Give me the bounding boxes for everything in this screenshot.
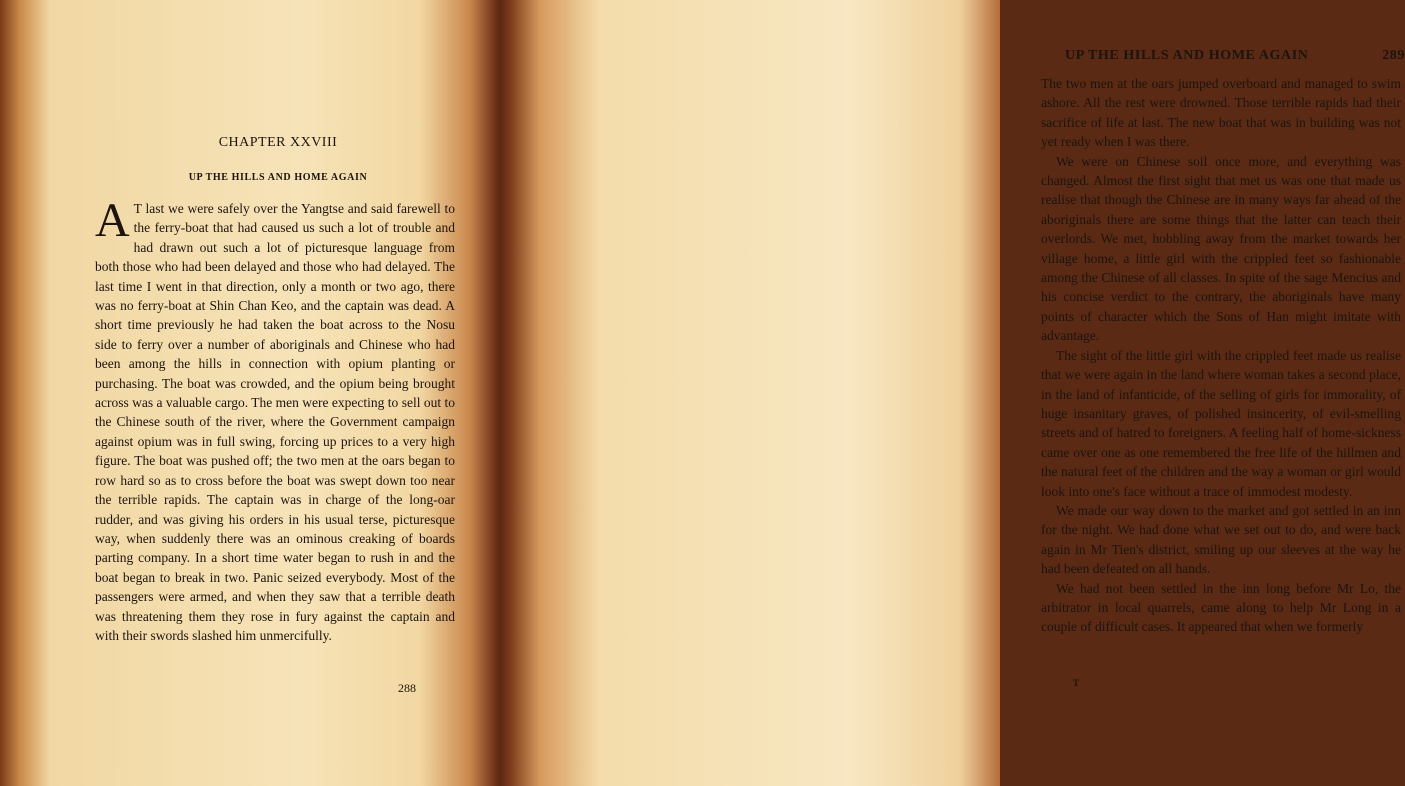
drop-cap: A	[95, 194, 130, 247]
paragraph: We made our way down to the market and got settled in an inn for the night. We had done what we set out to do, and were back again in Mr Tien's district, smiling up our sleeves at the way he had been defeated on all hands.	[1041, 502, 1401, 577]
right-page	[500, 0, 1405, 786]
paragraph: We had not been settled in the inn long before Mr Lo, the arbitrator in local quarrels, came along to help Mr Long in a couple of difficult cases. It appeared that when we formerly	[1041, 580, 1401, 635]
paragraph: We were on Chinese soil once more, and everything was changed. Almost the first sight that met us was one that made us realise that though the Chinese are in many ways far ahead of the aboriginals there are some things that the latter can teach their overlords. We met, hobbling away from the market towards her village home, a little girl with the crippled feet so fashionable among the Chinese of all classes. In spite of the sage Mencius and his concise verdict to the contrary, the aboriginals have many points of character which the Sons of Han might imitate with advantage.	[1041, 153, 1401, 344]
right-page-number: 289	[1382, 48, 1405, 63]
paragraph: The sight of the little girl with the crippled feet made us realise that we were again in the land where woman takes a second place, in the land of infanticide, of the selling of girls for immorality, of huge insanitary graves, of polished insincerity, of evil-smelling streets and of hatred to foreigners. A feeling half of home-sickness came over one as one remembered the free life of the hillmen and the natural feet of the children and the way a woman or girl would look into one's face without a trace of immodest modesty.	[1041, 347, 1401, 499]
running-head-title: UP THE HILLS AND HOME AGAIN	[1065, 48, 1309, 63]
chapter-subtitle: UP THE HILLS AND HOME AGAIN	[188, 172, 368, 183]
right-body-text	[1041, 74, 1401, 637]
signature-mark: T	[1073, 678, 1080, 688]
left-paragraph: T last we were safely over the Yangtse and said farewell to the ferry-boat that had caused us such a lot of trouble and had drawn out such a lot of picturesque language from both those who had been delayed and those who had delayed. The last time I went in that direction, only a month or two ago, there was no ferry-boat at Shin Chan Keo, and the captain was dead. A short time previously he had taken the boat across to the Nosu side to ferry over a number of aboriginals and Chinese who had been among the hills in connection with opium planting or purchasing. The boat was crowded, and the opium being brought across was a valuable cargo. The men were expecting to sell out to the Chinese south of the river, where the Government campaign against opium was in full swing, forcing up prices to a very high figure. The boat was pushed off; the two men at the oars began to row hard so as to cross before the boat was swept down too near the terrible rapids. The captain was in charge of the long-oar rudder, and was giving his orders in his usual terse, picturesque way, when suddenly there was an ominous creaking of boards parting company. In a short time water began to rush in and the boat began to break in two. Panic seized everybody. Most of the passengers were armed, and when they saw that a terrible death was threatening them they rose in fury against the captain and with their swords slashed him unmercifully.	[95, 201, 455, 643]
running-head	[1065, 48, 1405, 64]
left-page	[0, 0, 500, 786]
left-page-number: 288	[398, 681, 416, 695]
paragraph: The two men at the oars jumped overboard and managed to swim ashore. All the rest were drowned. Those terrible rapids had their sacrifice of life at last. The new boat that was in building was not yet ready when I was there.	[1041, 76, 1401, 150]
left-body-text	[95, 194, 455, 645]
chapter-title: CHAPTER XXVIII	[218, 135, 338, 150]
